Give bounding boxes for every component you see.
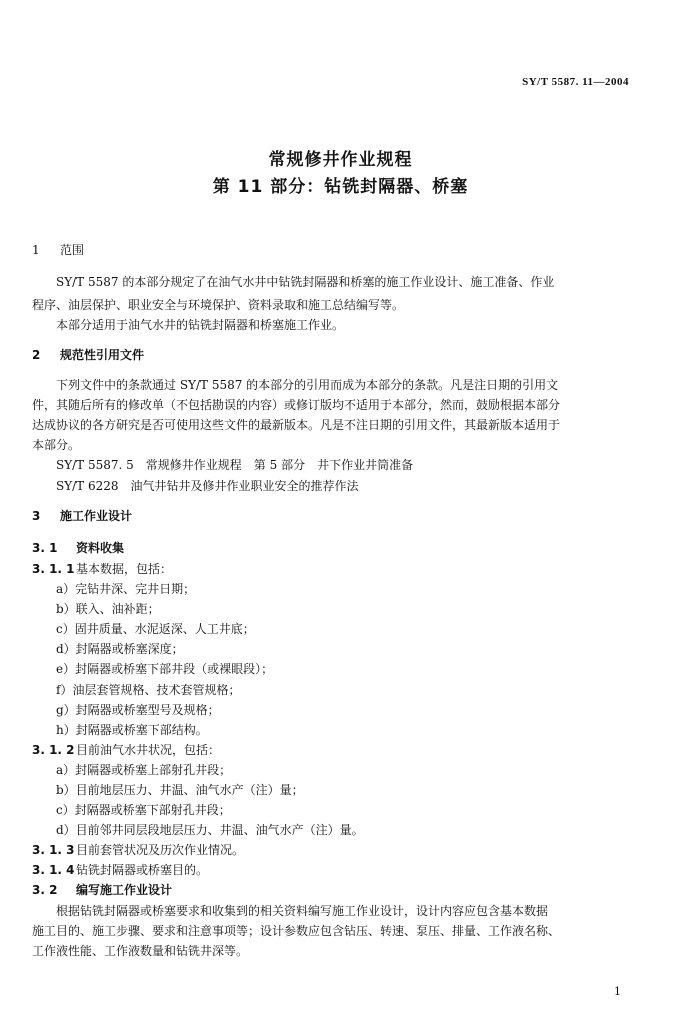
page-number: 1 [614, 985, 621, 998]
section-title: 规范性引用文件 [60, 348, 145, 362]
subsection-title: 编写施工作业设计 [76, 883, 173, 897]
list-item: a）完钻井深、完井日期； [56, 582, 196, 596]
list-item: c）封隔器或桥塞下部射孔井段； [56, 803, 231, 817]
reference-item: SY/T 6228 油气井钻井及修井作业职业安全的推荐作法 [56, 479, 359, 493]
section-title: 范围 [60, 243, 85, 257]
list-item: g）封隔器或桥塞型号及规格； [56, 703, 220, 717]
subsection-number: 3. 1 [32, 541, 58, 555]
section-number: 3 [32, 509, 41, 523]
paragraph-line: 本部分。 [32, 438, 81, 452]
paragraph-line: 工作液性能、工作液数量和钻铣井深等。 [32, 944, 249, 958]
paragraph-line: SY/T 5587 的本部分规定了在油气水井中钻铣封隔器和桥塞的施工作业设计、施工准备、作业 [56, 275, 555, 289]
list-item: d）封隔器或桥塞深度； [56, 642, 184, 656]
paragraph-line: 施工目的、施工步骤、要求和注意事项等；设计参数应包含钻压、转速、泵压、排量、工作液名称、 [32, 924, 561, 938]
subsection-title: 资料收集 [76, 541, 125, 555]
clause-number: 3. 1. 2 [32, 743, 75, 757]
clause-3-1-3 [32, 843, 244, 857]
clause-number: 3. 1. 4 [32, 863, 75, 877]
list-item: h）封隔器或桥塞下部结构。 [56, 723, 208, 737]
clause-text: 基本数据，包括： [76, 562, 173, 576]
section-3-heading [32, 509, 132, 523]
clause-3-1-1 [32, 562, 172, 576]
clause-text: 目前油气水井状况，包括： [76, 743, 221, 757]
section-2-heading [32, 348, 144, 362]
clause-3-1-4 [32, 863, 208, 877]
paragraph-line: 下列文件中的条款通过 SY/T 5587 的本部分的引用而成为本部分的条款。凡是注日期的引用文 [56, 378, 559, 392]
section-number: 1 [32, 243, 40, 257]
clause-number: 3. 1. 1 [32, 562, 75, 576]
list-item: b）目前地层压力、井温、油气水产（注）量； [56, 783, 304, 797]
paragraph-line: 程序、油层保护、职业安全与环境保护、资料录取和施工总结编写等。 [32, 298, 405, 312]
list-item: a）封隔器或桥塞上部射孔井段； [56, 763, 232, 777]
subsection-3-1-heading [32, 541, 124, 555]
document-title: 常规修井作业规程 [268, 150, 413, 170]
paragraph-line: 本部分适用于油气水井的钻铣封隔器和桥塞施工作业。 [56, 318, 345, 332]
section-1-heading [32, 243, 84, 257]
paragraph-line: 件，其随后所有的修改单（不包括勘误的内容）或修订版均不适用于本部分，然而，鼓励根据本部分 [32, 398, 561, 412]
subsection-number: 3. 2 [32, 883, 58, 897]
section-title: 施工作业设计 [60, 509, 133, 523]
paragraph-line: 达成协议的各方研究是否可使用这些文件的最新版本。凡是不注日期的引用文件，其最新版本适用于 [32, 418, 561, 432]
list-item: d）目前邻井同层段地层压力、井温、油气水产（注）量。 [56, 823, 364, 837]
paragraph-line: 根据钻铣封隔器或桥塞要求和收集到的相关资料编写施工作业设计，设计内容应包含基本数据 [56, 904, 549, 918]
subsection-3-2-heading [32, 883, 172, 897]
reference-item: SY/T 5587. 5 常规修井作业规程 第 5 部分 井下作业井筒准备 [56, 458, 414, 472]
list-item: b）联入、油补距； [56, 602, 160, 616]
clause-number: 3. 1. 3 [32, 843, 75, 857]
list-item: e）封隔器或桥塞下部井段（或裸眼段）； [56, 662, 274, 676]
clause-3-1-2 [32, 743, 220, 757]
section-number: 2 [32, 348, 41, 362]
document-subtitle: 第 11 部分：钻铣封隔器、桥塞 [212, 177, 469, 197]
clause-text: 钻铣封隔器或桥塞目的。 [76, 863, 209, 877]
list-item: c）固井质量、水泥返深、人工井底； [56, 622, 255, 636]
clause-text: 目前套管状况及历次作业情况。 [76, 843, 245, 857]
document-code: SY/T 5587. 11—2004 [522, 76, 629, 88]
list-item: f）油层套管规格、技术套管规格； [56, 683, 241, 697]
